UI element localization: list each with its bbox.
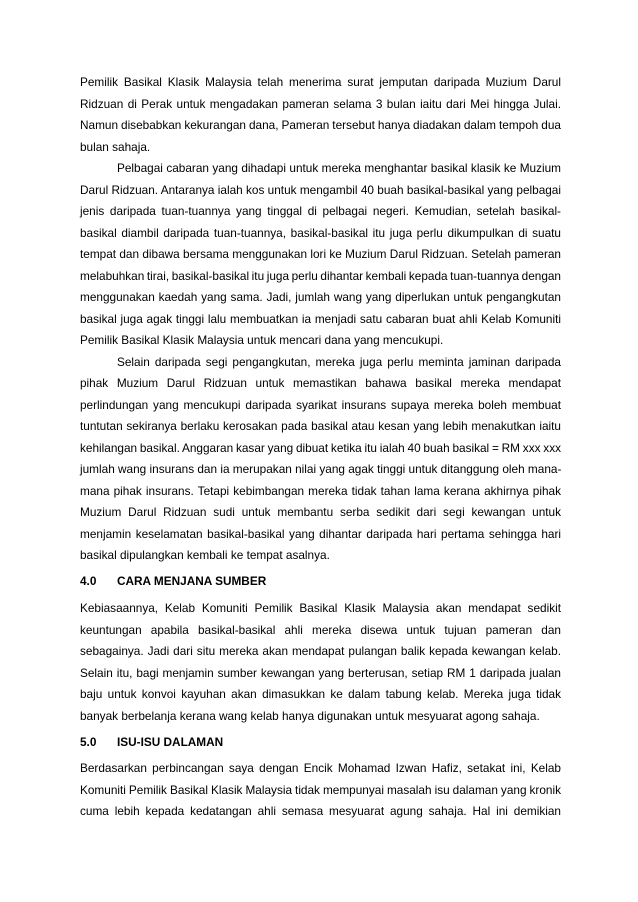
text-line: mana pihak insurans. Tetapi kebimbangan mereka tidak tahan lama kerana akhirnya pihak (80, 483, 561, 498)
text-line: kehilangan basikal. Anggaran kasar yang dibuat ketika itu ialah 40 buah basikal = RM xxx xxx (80, 440, 561, 455)
text-line: Kebiasaannya, Kelab Komuniti Pemilik Basikal Klasik Malaysia akan mendapat sedikit (80, 601, 561, 615)
section-number: 4.0 (80, 574, 97, 588)
text-line: baju untuk konvoi kayuhan akan dimasukkan ke dalam tabung kelab. Mereka juga tidak (80, 687, 561, 701)
text-line: Selain itu, bagi menjamin sumber kewangan yang berterusan, setiap RM 1 daripada jualan (80, 665, 561, 680)
section-heading: ISU-ISU DALAMAN (117, 734, 224, 749)
text-line: Pemilik Basikal Klasik Malaysia telah menerima surat jemputan daripada Muzium Darul (80, 75, 561, 89)
text-line: tuntutan sekiranya berlaku kerosakan pada basikal atau kesan yang lebih menakutkan iaitu (80, 419, 561, 433)
text-line: Pelbagai cabaran yang dihadapi untuk mereka menghantar basikal klasik ke Muzium (117, 161, 561, 175)
text-line: Pemilik Basikal Klasik Malaysia untuk mencari dana yang mencukupi. (80, 333, 444, 347)
text-line: cuma lebih kepada kedatangan ahli semasa mesyuarat agung sahaja. Hal ini demikian (80, 804, 561, 818)
text-line: menggunakan kaedah yang sama. Jadi, jumlah wang yang diperlukan untuk pengangkutan (80, 290, 561, 304)
text-line: Selain daripada segi pengangkutan, mereka juga perlu meminta jaminan daripada (117, 354, 561, 369)
text-line: jumlah wang insurans dan ia merupakan nilai yang agak tinggi untuk ditanggung oleh mana- (80, 462, 562, 476)
text-line: basikal diambil daripada tuan-tuannya, basikal-basikal itu juga perlu dikumpulkan di suatu (80, 225, 561, 240)
text-line: menjamin keselamatan basikal-basikal yang dihantar daripada hari pertama sehingga hari (80, 526, 561, 541)
text-line: tempat dan dibawa bersama menggunakan lori ke Muzium Darul Ridzuan. Setelah pameran (80, 247, 561, 261)
text-line: Darul Ridzuan. Antaranya ialah kos untuk mengambil 40 buah basikal-basikal yang pelbagai (80, 182, 561, 197)
text-line: jenis daripada tuan-tuannya yang tinggal di pelbagai negeri. Kemudian, setelah basikal- (80, 204, 561, 218)
section-heading: CARA MENJANA SUMBER (117, 574, 267, 588)
text-line: basikal juga agak tinggi lalu membuatkan ia menjadi satu cabaran buat ahli Kelab Komuniti (80, 311, 561, 326)
text-line: Namun disebabkan kekurangan dana, Pameran tersebut hanya diadakan dalam tempoh dua (80, 118, 561, 132)
text-line: Muzium Darul Ridzuan sudi untuk membantu serba sedikit dari segi kewangan untuk (80, 505, 561, 519)
text-line: Ridzuan di Perak untuk mengadakan pameran selama 3 bulan iaitu dari Mei hingga Julai. (80, 96, 561, 111)
text-line: perlindungan yang mencukupi daripada syarikat insurans supaya mereka boleh membuat (80, 397, 561, 412)
text-line: pihak Muzium Darul Ridzuan untuk memastikan bahawa basikal mereka mendapat (80, 376, 561, 390)
text-line: banyak berbelanja kerana wang kelab hanya digunakan untuk mesyuarat agong sahaja. (80, 708, 540, 723)
section-number: 5.0 (80, 734, 97, 749)
text-line: bulan sahaja. (80, 139, 151, 154)
text-line: melabuhkan tirai, basikal-basikal itu juga perlu dihantar kembali kepada tuan-tuannya dengan (80, 268, 561, 283)
text-line: basikal dipulangkan kembali ke tempat asalnya. (80, 548, 330, 562)
text-line: Komuniti Pemilik Basikal Klasik Malaysia tidak mempunyai masalah isu dalaman yang kronik (80, 782, 561, 797)
text-line: keuntungan apabila basikal-basikal ahli mereka disewa untuk tujuan pameran dan (80, 622, 561, 637)
text-line: sebagainya. Jadi dari situ mereka akan mendapat pulangan balik kepada kewangan kelab. (80, 644, 561, 658)
text-line: Berdasarkan perbincangan saya dengan Encik Mohamad Izwan Hafiz, setakat ini, Kelab (80, 761, 561, 775)
